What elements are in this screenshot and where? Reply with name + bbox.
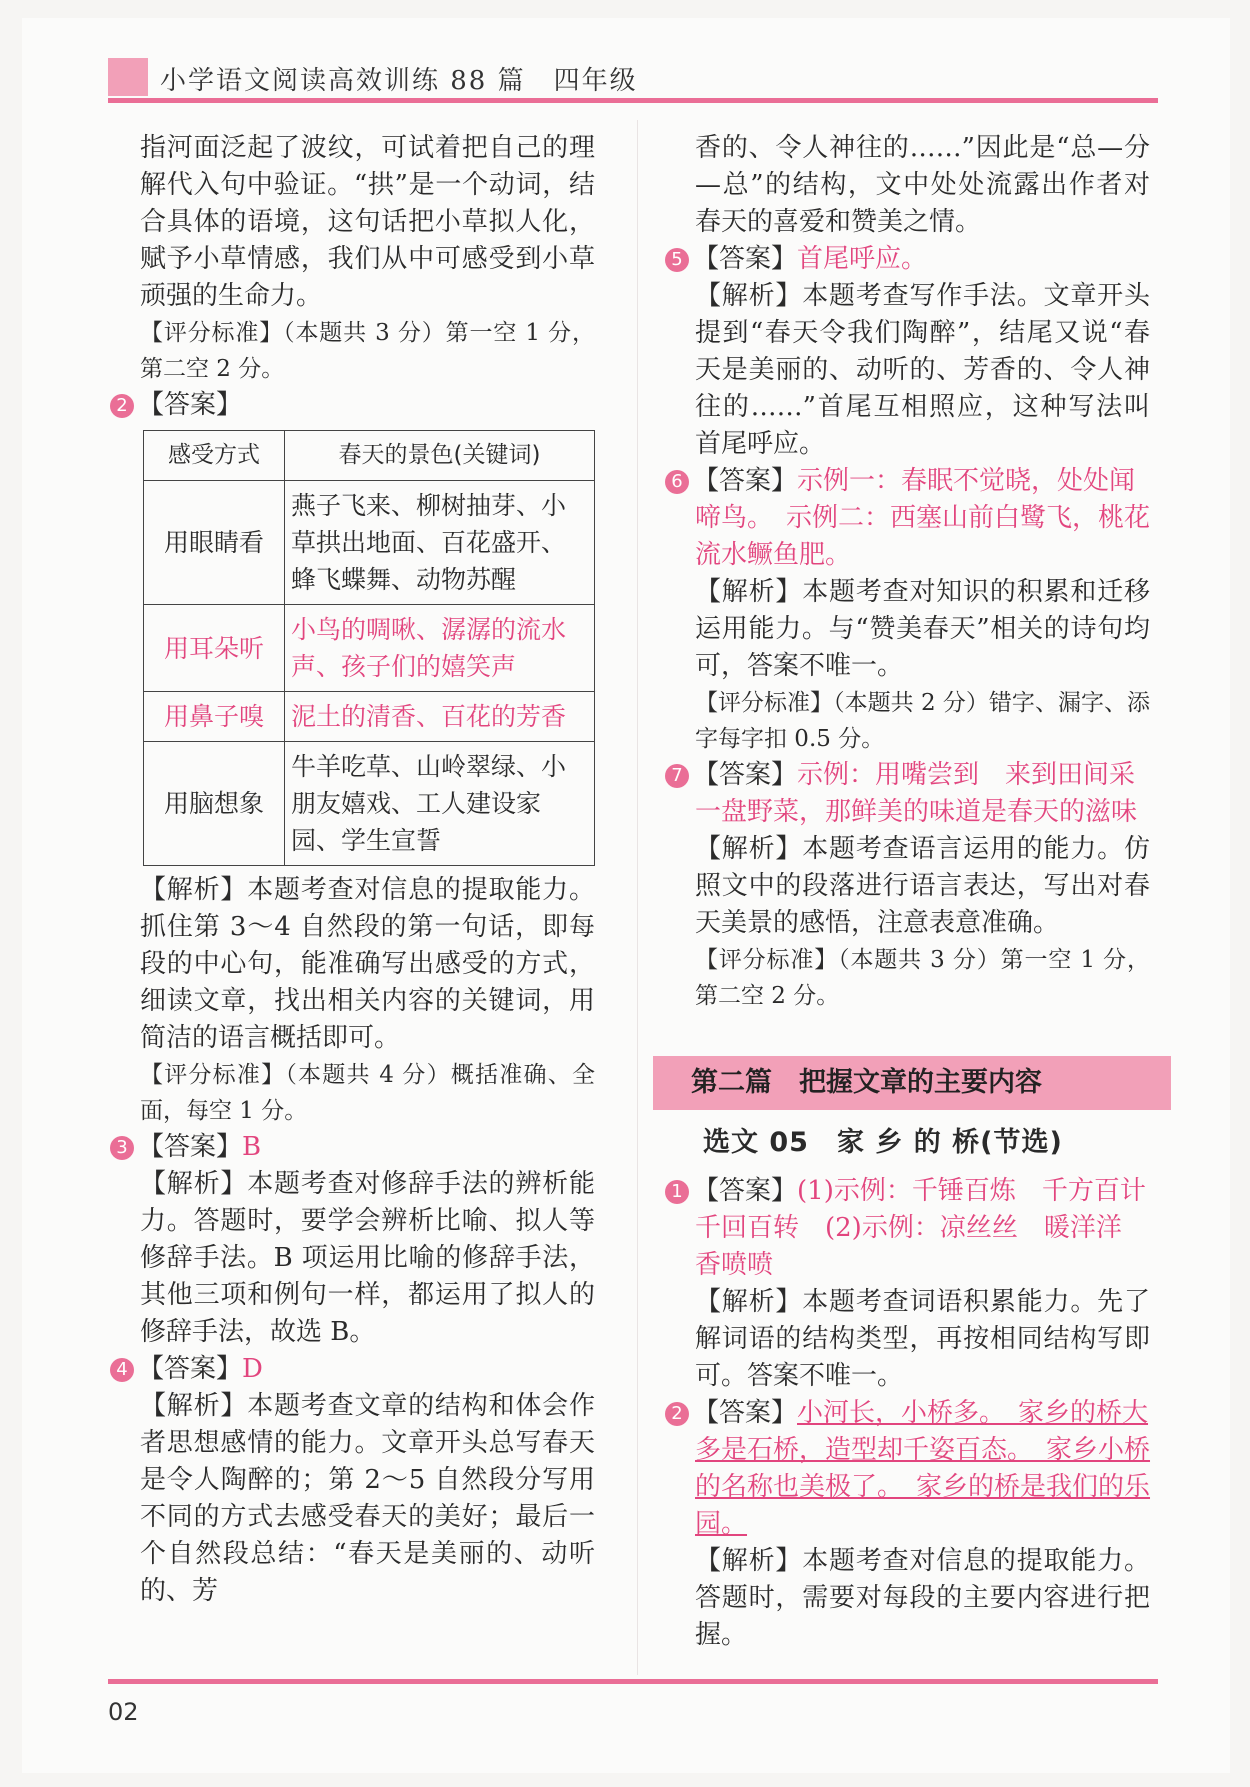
q6-analysis: 【解析】本题考查对知识的积累和迁移运用能力。与“赞美春天”相关的诗句均可，答案不唯一。 <box>695 577 1150 681</box>
table-header-cell: 感受方式 <box>144 431 285 481</box>
selection-title: 选文 05 家 乡 的 桥(节选) <box>703 1127 1063 1158</box>
answer-label: 【答案】 <box>693 1176 798 1206</box>
section-banner: 第二篇 把握文章的主要内容 <box>653 1056 1171 1110</box>
right-column <box>671 130 1172 1654</box>
page-number: 02 <box>108 1698 139 1726</box>
answer-label: 【答案】 <box>138 1354 243 1384</box>
table-cell-scene: 燕子飞来、柳树抽芽、小草拱出地面、百花盛开、蜂飞蝶舞、动物苏醒 <box>285 481 595 605</box>
table-cell-way: 用脑想象 <box>144 742 285 866</box>
table-row <box>144 742 595 866</box>
q7-heading <box>671 757 1150 831</box>
q6-heading <box>671 463 1151 574</box>
s2-answer: 小河长，小桥多。 家乡的桥大多是石桥，造型却千姿百态。 家乡小桥的名称也美极了。 家乡的桥是我们的乐园。 <box>695 1398 1151 1539</box>
table-cell-scene: 牛羊吃草、山岭翠绿、小朋友嬉戏、工人建设家园、学生宣誓 <box>285 742 595 866</box>
question-number-badge: 2 <box>665 1402 689 1426</box>
s2-analysis: 【解析】本题考查对信息的提取能力。答题时，需要对每段的主要内容进行把握。 <box>695 1546 1150 1650</box>
q5-answer: 首尾呼应。 <box>797 244 928 274</box>
q4-heading <box>116 1351 595 1388</box>
perception-table <box>143 430 595 866</box>
question-number-badge: 4 <box>110 1358 134 1382</box>
q2-heading <box>116 387 595 424</box>
table-cell-scene: 泥土的清香、百花的芳香 <box>285 692 595 742</box>
table-header-row <box>144 431 595 481</box>
q5-analysis: 【解析】本题考查写作手法。文章开头提到“春天令我们陶醉”，结尾又说“春天是美丽的、动听的、芳香的、令人神往的……”首尾互相照应，这种写法叫首尾呼应。 <box>695 281 1150 459</box>
answer-label: 【答案】 <box>693 1398 798 1428</box>
intro-text: 指河面泛起了波纹，可试着把自己的理解代入句中验证。“拱”是一个动词，结合具体的语境，这句话把小草拟人化，赋予小草情感，我们从中可感受到小草顽强的生命力。 <box>140 133 595 311</box>
question-number-badge: 3 <box>110 1136 134 1160</box>
question-number-badge: 1 <box>665 1180 689 1204</box>
q3-heading <box>116 1129 595 1166</box>
s1-heading <box>671 1173 1172 1284</box>
question-number-badge: 7 <box>665 764 689 788</box>
q7-answer: 示例：用嘴尝到 来到田间采一盘野菜，那鲜美的味道是春天的滋味 <box>695 760 1138 827</box>
q4-analysis-continued: 香的、令人神往的……”因此是“总—分—总”的结构，文中处处流露出作者对春天的喜爱和赞美之情。 <box>695 133 1150 237</box>
question-number-badge: 2 <box>110 394 134 418</box>
question-number-badge: 5 <box>665 248 689 272</box>
answer-label: 【答案】 <box>693 466 798 496</box>
left-column <box>116 130 595 1610</box>
q4-analysis: 【解析】本题考查文章的结构和体会作者思想感情的能力。文章开头总写春天是令人陶醉的；第 2～5 自然段分写用不同的方式去感受春天的美好；最后一个自然段总结：“春天是美丽的、动听的、芳 <box>140 1391 595 1606</box>
q6-score: 【评分标准】（本题共 2 分）错字、漏字、添字每字扣 0.5 分。 <box>695 690 1150 752</box>
question-number-badge: 6 <box>665 470 689 494</box>
table-cell-way: 用耳朵听 <box>144 605 285 692</box>
s1-analysis: 【解析】本题考查词语积累能力。先了解词语的结构类型，再按相同结构写即可。答案不唯一。 <box>695 1287 1150 1391</box>
answer-label: 【答案】 <box>693 244 798 274</box>
table-header-cell: 春天的景色(关键词) <box>285 431 595 481</box>
footer-rule <box>108 1679 1158 1684</box>
q5-heading <box>671 241 1150 278</box>
q6-answer: 示例一：春眠不觉晓，处处闻啼鸟。 示例二：西塞山前白鹭飞，桃花流水鳜鱼肥。 <box>695 466 1151 570</box>
q7-score: 【评分标准】（本题共 3 分）第一空 1 分，第二空 2 分。 <box>695 947 1150 1009</box>
q7-analysis: 【解析】本题考查语言运用的能力。仿照文中的段落进行语言表达，写出对春天美景的感悟，注意表意准确。 <box>695 834 1150 938</box>
intro-score: 【评分标准】（本题共 3 分）第一空 1 分，第二空 2 分。 <box>140 320 595 382</box>
q2-analysis: 【解析】本题考查对信息的提取能力。抓住第 3～4 自然段的第一句话，即每段的中心句，能准确写出感受的方式，细读文章，找出相关内容的关键词，用简洁的语言概括即可。 <box>140 875 595 1053</box>
answer-label: 【答案】 <box>138 1132 243 1162</box>
answer-label: 【答案】 <box>693 760 798 790</box>
q2-score: 【评分标准】（本题共 4 分）概括准确、全面，每空 1 分。 <box>140 1062 595 1124</box>
table-row <box>144 481 595 605</box>
table-cell-way: 用眼睛看 <box>144 481 285 605</box>
table-cell-way: 用鼻子嗅 <box>144 692 285 742</box>
q4-answer: D <box>242 1354 263 1384</box>
q3-analysis: 【解析】本题考查对修辞手法的辨析能力。答题时，要学会辨析比喻、拟人等修辞手法。B 项运用比喻的修辞手法，其他三项和例句一样，都运用了拟人的修辞手法，故选 B。 <box>140 1169 595 1347</box>
table-row <box>144 605 595 692</box>
s1-answer: (1)示例：千锤百炼 千方百计 千回百转 (2)示例：凉丝丝 暖洋洋 香喷喷 <box>695 1176 1172 1280</box>
s2-heading <box>671 1395 1151 1543</box>
table-row <box>144 692 595 742</box>
header-rule <box>108 98 1158 103</box>
book-title: 小学语文阅读高效训练 88 篇 四年级 <box>160 66 638 96</box>
answer-label: 【答案】 <box>138 390 243 420</box>
table-cell-scene: 小鸟的啁啾、潺潺的流水声、孩子们的嬉笑声 <box>285 605 595 692</box>
column-divider <box>637 120 638 1675</box>
q3-answer: B <box>242 1132 262 1162</box>
header-color-block <box>108 58 148 96</box>
